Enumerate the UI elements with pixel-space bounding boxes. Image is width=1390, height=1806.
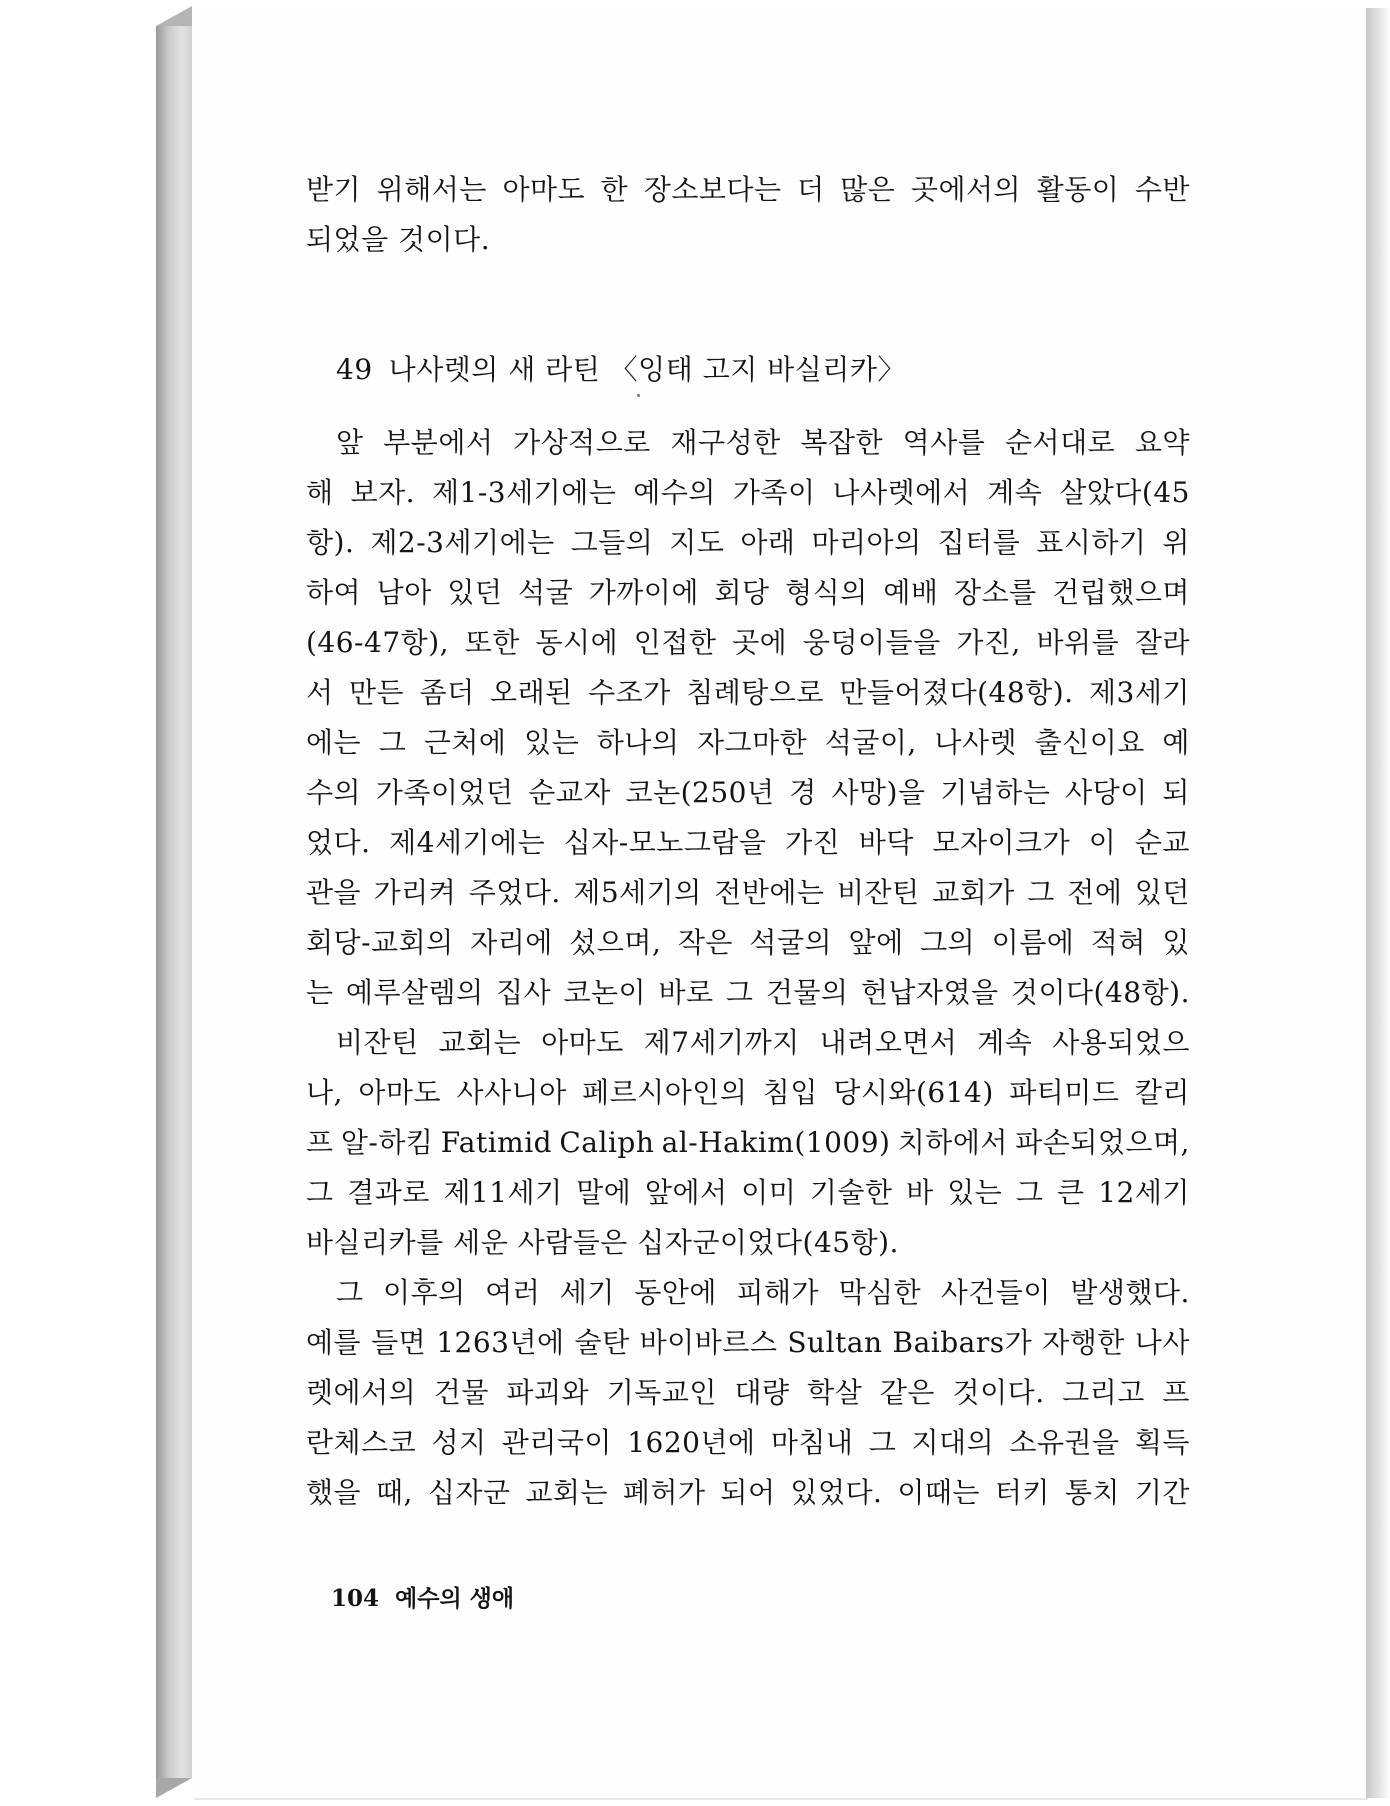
- word: 있: [1162, 926, 1190, 959]
- word: 이때는: [897, 1476, 980, 1509]
- word: 앞에서: [644, 1176, 728, 1209]
- word: 헌납자였을: [860, 976, 999, 1009]
- text-line: [306, 468, 1190, 518]
- page-edge-shadow: [1366, 8, 1390, 1798]
- word: 자리에: [470, 926, 553, 959]
- word: 이름에: [991, 926, 1075, 959]
- word: 1620년에: [627, 1426, 756, 1459]
- text-line: [306, 518, 1190, 568]
- word: 항).: [306, 526, 355, 559]
- text-line: [306, 1018, 1190, 1068]
- word: 순서대로: [1004, 426, 1116, 459]
- word: 계속: [987, 476, 1043, 509]
- word: 회당: [714, 576, 770, 609]
- word: 형식의: [785, 576, 868, 609]
- word: 그들의: [570, 526, 654, 559]
- text-line: [306, 1318, 1190, 1368]
- print-speck: [637, 394, 640, 397]
- text-line: [306, 1418, 1190, 1468]
- word: 되: [1162, 776, 1190, 809]
- word: 제7세기까지: [643, 1026, 800, 1059]
- text-line: 되었을 것이다.: [306, 223, 491, 256]
- text-line: [306, 718, 1190, 768]
- word: 사용되었으: [1052, 1026, 1190, 1059]
- word: 표시하기: [1036, 526, 1147, 559]
- word: 만든: [348, 676, 405, 709]
- word: 십자-모노그람을: [563, 826, 767, 859]
- text-line: [306, 668, 1190, 718]
- text-line: [306, 1168, 1190, 1218]
- word: 석굴: [518, 576, 574, 609]
- text-line: [306, 1268, 1190, 1318]
- word: 서: [306, 676, 334, 709]
- word: 살았다(45: [1059, 476, 1190, 509]
- spine-top-edge: [156, 6, 192, 26]
- word: 앞: [336, 426, 364, 459]
- word: 기술한: [809, 1176, 893, 1209]
- word: 곳에서의: [910, 173, 1022, 206]
- word: 이: [1088, 826, 1117, 859]
- word: 집터를: [937, 526, 1021, 559]
- word: 침례탕으로: [686, 676, 824, 709]
- word: 계속: [977, 1026, 1033, 1059]
- word: 대량: [734, 1376, 790, 1409]
- word: 건물의: [765, 976, 849, 1009]
- word: 하여: [306, 576, 362, 609]
- word: 경: [789, 776, 817, 809]
- word: 나사렛에서: [832, 476, 971, 509]
- word: 세기: [559, 1276, 615, 1309]
- word: 장소보다는: [643, 173, 782, 206]
- word: 전반에는: [714, 876, 825, 909]
- word: 앞에: [848, 926, 904, 959]
- word: 파손되었으며,: [1015, 1126, 1190, 1159]
- word: 회당-교회의: [306, 926, 454, 959]
- word: 인접한: [633, 626, 717, 659]
- word: 재구성한: [670, 426, 781, 459]
- word: 아래: [740, 526, 796, 559]
- section-heading: [336, 345, 906, 395]
- word: Fatimid: [440, 1126, 553, 1159]
- word: 예수의: [633, 476, 716, 509]
- word: 나,: [306, 1076, 343, 1109]
- word: 여러: [485, 1276, 541, 1309]
- word: 아마도: [502, 173, 586, 206]
- word: 것이다(48항).: [1010, 976, 1190, 1009]
- word: 침입: [762, 1076, 818, 1109]
- word: 가상적으로: [513, 426, 651, 459]
- word: 그: [725, 976, 754, 1009]
- text-line: [306, 768, 1190, 818]
- word: 관을: [306, 876, 362, 909]
- word: 예를: [306, 1326, 362, 1359]
- page-number: 104: [331, 1585, 380, 1612]
- word: 보자.: [350, 476, 416, 509]
- word: 요약: [1134, 426, 1190, 459]
- word: 제11세기: [443, 1176, 563, 1209]
- word: 칼리: [1134, 1076, 1190, 1109]
- word: 코논이: [563, 976, 647, 1009]
- word: 그: [1015, 1176, 1044, 1209]
- word: 때,: [375, 1476, 413, 1509]
- word: 것이다.: [952, 1376, 1045, 1409]
- word: 활동이: [1036, 173, 1120, 206]
- word: 1263년에: [436, 1326, 565, 1359]
- word: al-Hakim(1009): [661, 1126, 891, 1159]
- word: 해: [306, 476, 334, 509]
- section-title: 나사렛의 새 라틴 〈잉태 고지 바실리카〉: [388, 353, 906, 386]
- word: 수반: [1134, 173, 1190, 206]
- word: 건립했으며: [1052, 576, 1190, 609]
- word: 아마도: [358, 1076, 442, 1109]
- word: Baibars가: [892, 1326, 1033, 1359]
- word: 비잔틴: [836, 876, 920, 909]
- word: 가까이에: [588, 576, 699, 609]
- word: 아마도: [541, 1026, 624, 1059]
- text-line: [306, 1068, 1190, 1118]
- word: 석굴이,: [824, 726, 917, 759]
- word: 순교: [1134, 826, 1190, 859]
- word: 부분에서: [383, 426, 494, 459]
- word: 당시와(614): [833, 1076, 994, 1109]
- text-line: [306, 165, 1190, 215]
- word: 하나의: [596, 726, 680, 759]
- word: 관리국이: [501, 1426, 612, 1459]
- word: 많은: [840, 173, 896, 206]
- word: 소유권을: [1009, 1426, 1120, 1459]
- word: 제5세기의: [573, 876, 702, 909]
- word: 술탄: [574, 1326, 630, 1359]
- word: 제3세기: [1088, 676, 1190, 709]
- carryover-paragraph: [306, 165, 1190, 265]
- word: 통치: [1064, 1476, 1120, 1509]
- spine-bottom-edge: [156, 1778, 192, 1798]
- word: 는: [306, 976, 334, 1009]
- word: 렛에서의: [306, 1376, 417, 1409]
- word: 교회는: [525, 1476, 608, 1509]
- text-line: [306, 618, 1190, 668]
- word: 오래된: [490, 676, 573, 709]
- body-text: [306, 418, 1190, 1518]
- word: 결과로: [347, 1176, 430, 1209]
- word: 되어: [720, 1476, 776, 1509]
- word: 폐허가: [622, 1476, 706, 1509]
- word: 작은: [677, 926, 733, 959]
- word: 그: [378, 726, 407, 759]
- word: 에는: [306, 726, 362, 759]
- word: 사건들이: [940, 1276, 1051, 1309]
- word: Sultan: [787, 1326, 883, 1359]
- word: 같은: [879, 1376, 935, 1409]
- word: 비잔틴: [336, 1026, 419, 1059]
- text-line: [306, 918, 1190, 968]
- word: 알-하킴: [340, 1126, 434, 1159]
- text-line: [306, 418, 1190, 468]
- word: 잘라: [1134, 626, 1190, 659]
- word: 발생했다.: [1070, 1276, 1190, 1309]
- text-line: [306, 968, 1190, 1018]
- word: 있는: [947, 1176, 1003, 1209]
- word: 12세기: [1098, 1176, 1190, 1209]
- word: 바: [906, 1176, 934, 1209]
- word: 동안에: [634, 1276, 717, 1309]
- word: 프: [306, 1126, 334, 1159]
- text-line: 바실리카를 세운 사람들은 십자군이었다(45항).: [306, 1226, 899, 1259]
- word: Caliph: [559, 1126, 655, 1159]
- word: 수조가: [588, 676, 671, 709]
- word: 가진: [785, 826, 841, 859]
- word: 위해서는: [376, 173, 487, 206]
- word: 막심한: [838, 1276, 922, 1309]
- word: 큰: [1057, 1176, 1085, 1209]
- word: 예: [1162, 726, 1190, 759]
- text-line: [306, 818, 1190, 868]
- word: 십자군: [427, 1476, 511, 1509]
- word: 이후의: [383, 1276, 466, 1309]
- word: 기념하는: [940, 776, 1051, 809]
- word: 더: [797, 173, 825, 206]
- word: 이미: [741, 1176, 797, 1209]
- word: 코논(250년: [625, 776, 775, 809]
- word: 수의: [306, 776, 362, 809]
- word: 치하에서: [897, 1126, 1008, 1159]
- word: 복잡한: [800, 426, 883, 459]
- book-spine: [156, 26, 192, 1778]
- word: 들면: [371, 1326, 427, 1359]
- word: 마침내: [770, 1426, 854, 1459]
- word: 피해가: [736, 1276, 820, 1309]
- word: 지도: [669, 526, 725, 559]
- word: 자그마한: [696, 726, 808, 759]
- word: 기독교인: [606, 1376, 717, 1409]
- text-line: [306, 1468, 1190, 1518]
- word: 말에: [576, 1176, 632, 1209]
- word: 동시에: [535, 626, 619, 659]
- word: 사당이: [1065, 776, 1148, 809]
- word: 집사: [496, 976, 552, 1009]
- word: 적혀: [1090, 926, 1146, 959]
- word: 제4세기에는: [389, 826, 546, 859]
- word: 그: [306, 1176, 334, 1209]
- word: 있던: [447, 576, 503, 609]
- running-title: 예수의 생애: [395, 1585, 515, 1612]
- word: 바닥: [858, 826, 914, 859]
- word: 제2-3세기에는: [370, 526, 555, 559]
- word: 했을: [306, 1476, 362, 1509]
- word: 교회가: [932, 876, 1015, 909]
- word: 있었다.: [790, 1476, 883, 1509]
- word: 출신이요: [1034, 726, 1145, 759]
- word: 웅덩이들을: [802, 626, 941, 659]
- word: 었다.: [306, 826, 371, 859]
- word: 프: [1162, 1376, 1190, 1409]
- word: 마리아의: [811, 526, 922, 559]
- word: 파괴와: [506, 1376, 590, 1409]
- word: 바이바르스: [639, 1326, 778, 1359]
- text-line: [306, 1118, 1190, 1168]
- word: 성지: [431, 1426, 487, 1459]
- word: 바로: [658, 976, 714, 1009]
- word: 있는: [524, 726, 580, 759]
- word: 순교자: [528, 776, 611, 809]
- word: 섰으며,: [569, 926, 662, 959]
- word: 있던: [1134, 876, 1190, 909]
- word: 자행한: [1042, 1326, 1125, 1359]
- word: 곳에: [732, 626, 788, 659]
- word: 역사를: [902, 426, 986, 459]
- word: 그의: [920, 926, 976, 959]
- word: 터키: [994, 1476, 1050, 1509]
- word: 란체스코: [306, 1426, 417, 1459]
- word: 그: [336, 1276, 364, 1309]
- word: 그: [1027, 876, 1055, 909]
- word: 근처에: [423, 726, 507, 759]
- word: 바위를: [1036, 626, 1120, 659]
- word: 지대의: [911, 1426, 995, 1459]
- word: 획득: [1134, 1426, 1190, 1459]
- word: 받기: [306, 173, 362, 206]
- word: 제1-3세기에는: [431, 476, 617, 509]
- word: 파티미드: [1009, 1076, 1120, 1109]
- word: 전에: [1067, 876, 1123, 909]
- word: 모자이크가: [932, 826, 1071, 859]
- word: 가족이: [732, 476, 816, 509]
- word: 기간: [1134, 1476, 1190, 1509]
- word: 예배: [883, 576, 939, 609]
- word: 석굴의: [749, 926, 833, 959]
- word: 사사니아: [456, 1076, 567, 1109]
- word: 가진,: [956, 626, 1021, 659]
- word: 주었다.: [468, 876, 561, 909]
- word: 위: [1162, 526, 1190, 559]
- text-line: [306, 568, 1190, 618]
- word: 교회는: [438, 1026, 522, 1059]
- word: 사망)을: [831, 776, 926, 809]
- word: 예루살렘의: [345, 976, 484, 1009]
- word: 내려오면서: [819, 1026, 958, 1059]
- word: 페르시아인의: [582, 1076, 748, 1109]
- word: 가족이었던: [375, 776, 514, 809]
- page-footer: [331, 1580, 514, 1613]
- word: 좀더: [419, 676, 475, 709]
- word: 나사: [1134, 1326, 1190, 1359]
- text-line: [306, 1368, 1190, 1418]
- word: 한: [600, 173, 629, 206]
- word: 그리고: [1062, 1376, 1145, 1409]
- word: (46-47항),: [306, 626, 450, 659]
- word: 건물: [433, 1376, 489, 1409]
- text-line: [306, 868, 1190, 918]
- word: 가리켜: [373, 876, 457, 909]
- section-number: 49: [336, 353, 373, 386]
- word: 또한: [464, 626, 520, 659]
- word: 남아: [376, 576, 432, 609]
- word: 장소를: [954, 576, 1037, 609]
- word: 학살: [807, 1376, 863, 1409]
- word: 만들어졌다(48항).: [839, 676, 1074, 709]
- word: 그: [868, 1426, 897, 1459]
- word: 나사렛: [934, 726, 1018, 759]
